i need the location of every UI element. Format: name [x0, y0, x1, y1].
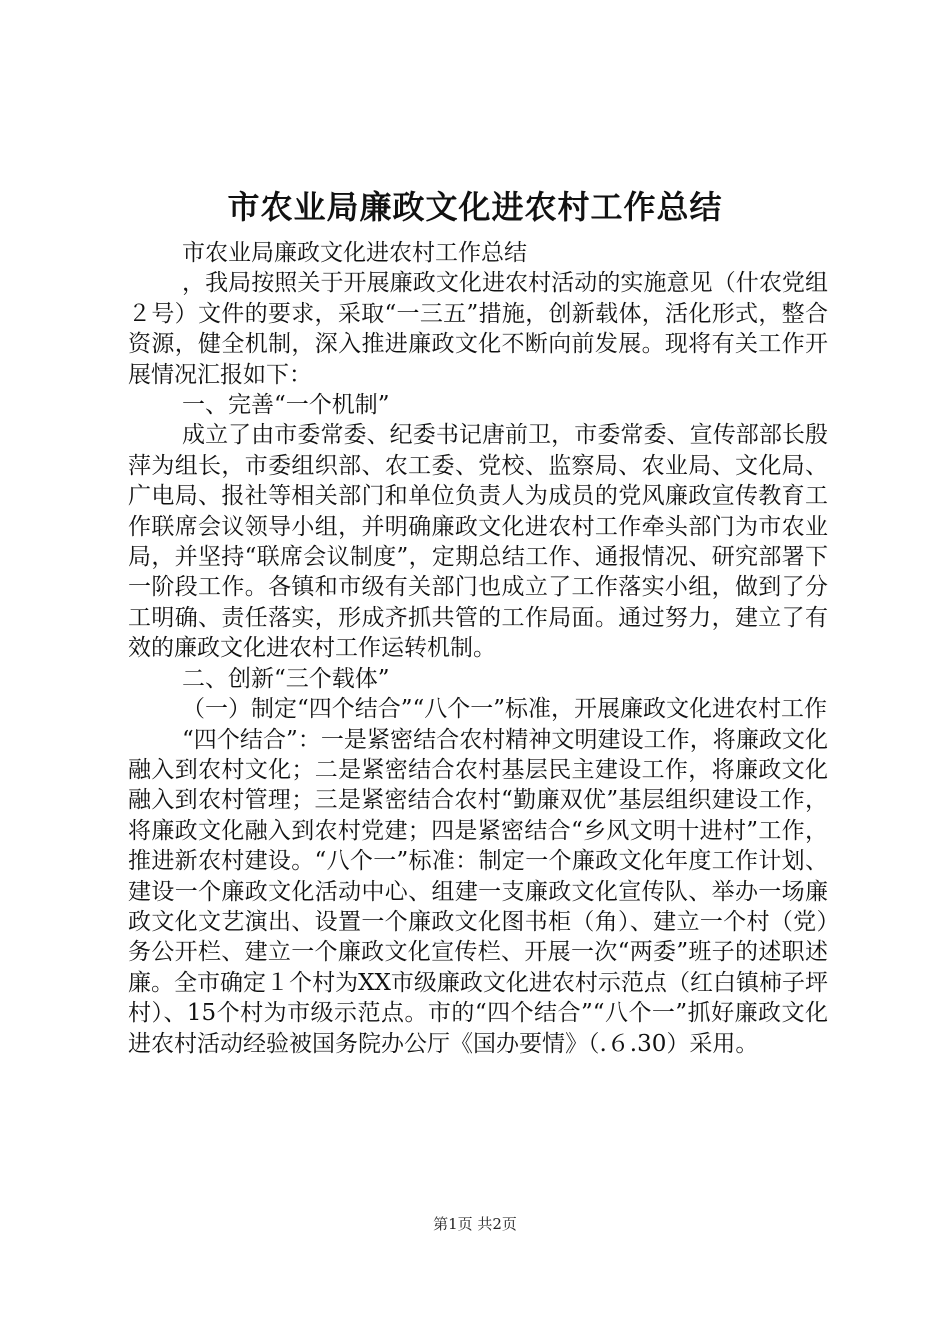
subsection-heading-1: （一）制定“四个结合”“八个一”标准，开展廉政文化进农村工作 — [182, 696, 828, 723]
section-1-paragraph: 成立了由市委常委、纪委书记唐前卫，市委常委、宣传部部长殷萍为组长，市委组织部、农工委、党校、监察局、农业局、文化局、广电局、报社等相关部门和单位负责人为成员的党风廉政宣传教育工作联席会议领导小组，并明确廉政文化进农村工作牵头部门为市农业局，并坚持“联席会议制度”，定期总结工作、通报情况、研究部署下一阶段工作。各镇和市级有关部门也成立了工作落实小组，做到了分工明确、责任落实，形成齐抓共管的工作局面。通过努力，建立了有效的廉政文化进农村工作运转机制。 — [128, 422, 828, 662]
page-footer: 第1页 共2页 — [433, 1215, 517, 1233]
subtitle-paragraph: 市农业局廉政文化进农村工作总结 — [182, 240, 527, 266]
document-body — [128, 238, 828, 1059]
intro-paragraph: ，我局按照关于开展廉政文化进农村活动的实施意见（什农党组２号）文件的要求，采取“一三五”措施，创新载体，活化形式，整合资源，健全机制，深入推进廉政文化不断向前发展。现将有关工作开展情况汇报如下： — [128, 270, 828, 388]
section-heading-2: 二、创新“三个载体” — [182, 665, 390, 692]
document-title: 市农业局廉政文化进农村工作总结 — [227, 188, 723, 226]
subsection-1-paragraph: “四个结合”：一是紧密结合农村精神文明建设工作，将廉政文化融入到农村文化；二是紧密结合农村基层民主建设工作，将廉政文化融入到农村管理；三是紧密结合农村“勤廉双优”基层组织建设工作，将廉政文化融入到农村党建；四是紧密结合“乡风文明十进村”工作，推进新农村建设。“八个一”标准：制定一个廉政文化年度工作计划、建设一个廉政文化活动中心、组建一支廉政文化宣传队、举办一场廉政文化文艺演出、设置一个廉政文化图书柜（角）、建立一个村（党）务公开栏、建立一个廉政文化宣传栏、开展一次“两委”班子的述职述廉。全市确定１个村为XX市级廉政文化进农村示范点（红白镇柿子坪村）、15个村为市级示范点。市的“四个结合”“八个一”抓好廉政文化进农村活动经验被国务院办公厅《国办要情》（.６.30）采用。 — [128, 726, 828, 1057]
section-heading-1: 一、完善“一个机制” — [182, 392, 390, 419]
